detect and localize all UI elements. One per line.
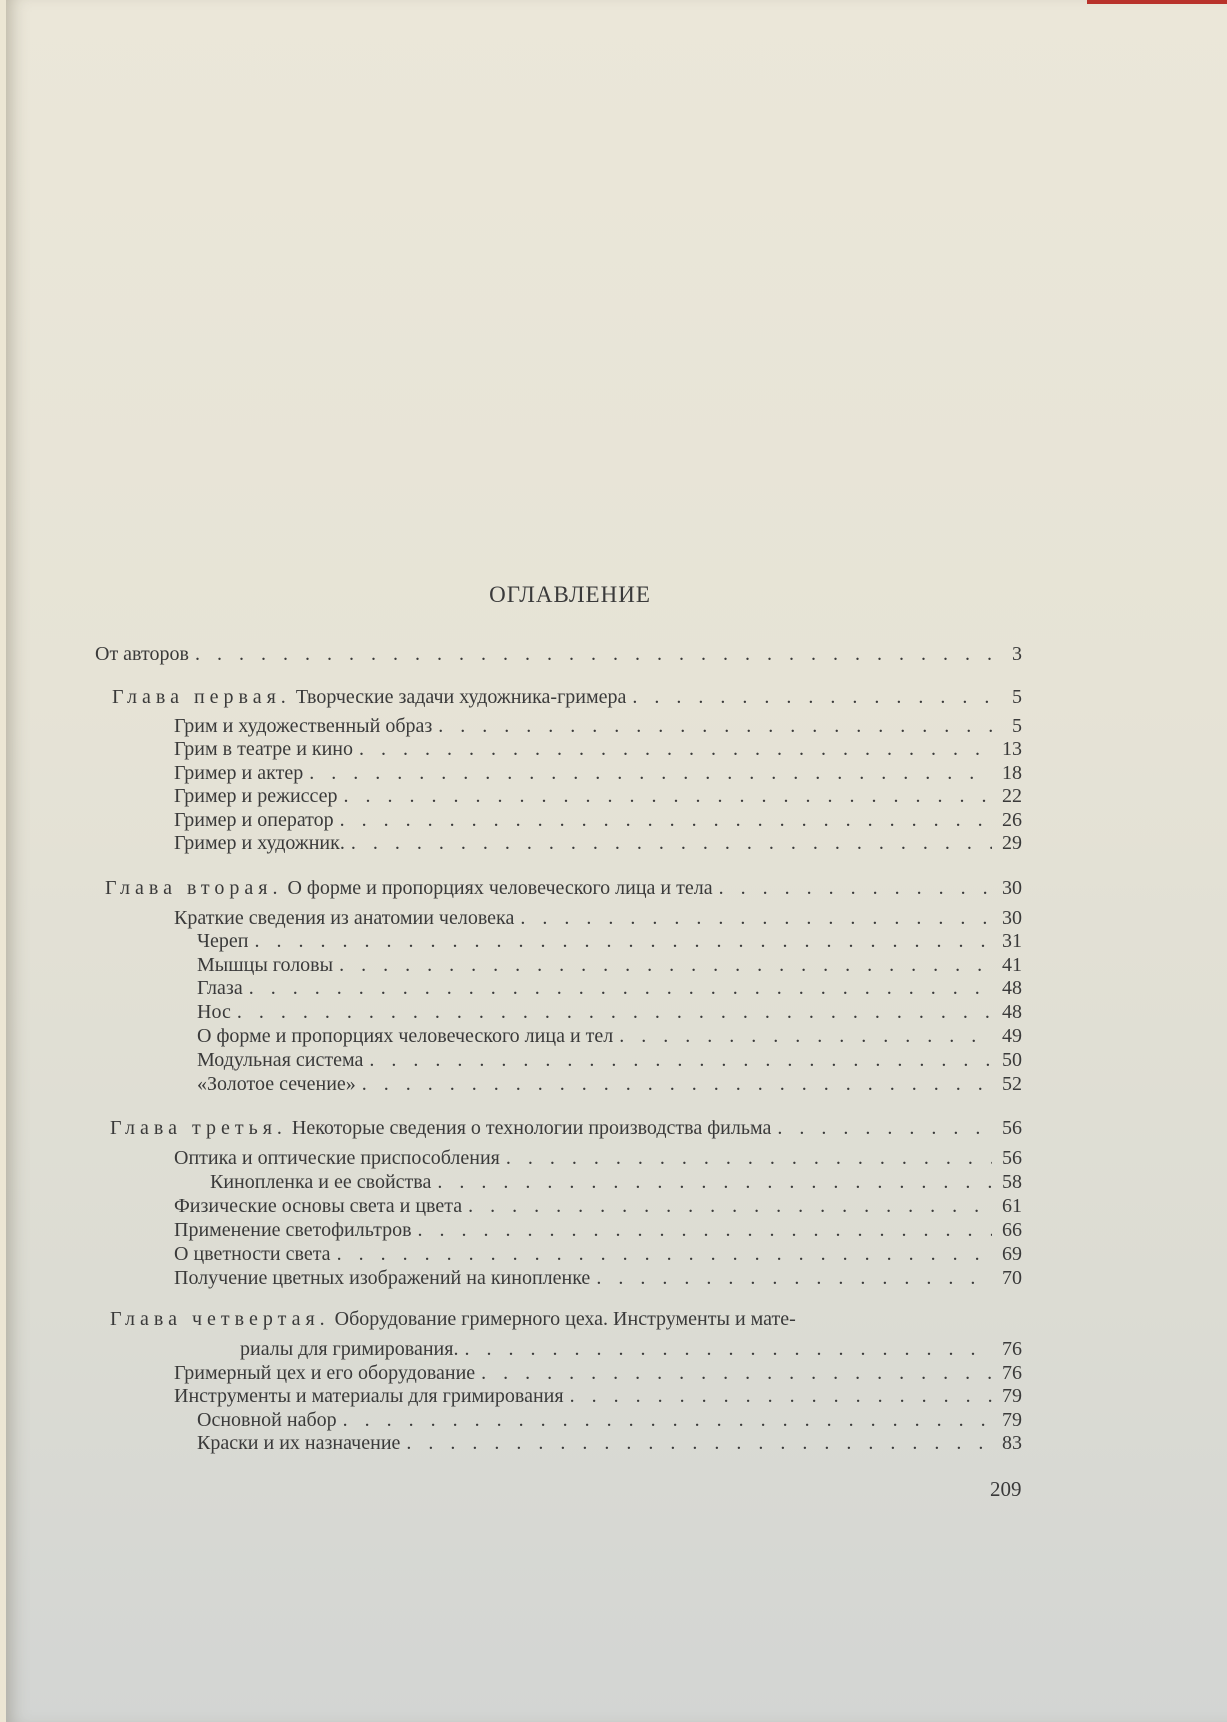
toc-entry-page: 76	[1002, 1362, 1022, 1384]
toc-entry-page: 52	[1002, 1073, 1022, 1095]
toc-entry	[197, 976, 1022, 1000]
toc-entry-title: О цветности света	[174, 1243, 331, 1265]
leader-dots	[590, 1266, 992, 1290]
toc-entry	[174, 784, 1022, 808]
toc-entry-title: Оптика и оптические приспособления	[174, 1147, 500, 1169]
toc-entry-page: 13	[1002, 738, 1022, 760]
toc-entry-title: Инструменты и материалы для гримирования	[174, 1385, 564, 1407]
leader-dots	[363, 1048, 992, 1072]
toc-entry	[95, 642, 1022, 666]
toc-entry-title: Применение светофильтров	[174, 1219, 412, 1241]
toc-entry	[174, 714, 1022, 738]
leader-dots	[356, 1072, 992, 1096]
leader-dots	[331, 1242, 992, 1266]
toc-entry	[174, 1146, 1022, 1170]
toc-entry-title: Гример и художник.	[174, 832, 345, 854]
toc-entry	[174, 737, 1022, 761]
toc-entry-page: 49	[1002, 1025, 1022, 1047]
leader-dots	[353, 737, 992, 761]
toc-chapter	[112, 685, 1022, 709]
toc-entry	[197, 1072, 1022, 1096]
toc-entry-page: 18	[1002, 762, 1022, 784]
toc-entry-page: 56	[1002, 1147, 1022, 1169]
leader-dots	[303, 761, 992, 785]
leader-dots	[243, 976, 992, 1000]
toc-entry-page: 61	[1002, 1195, 1022, 1217]
toc-entry-title: Глаза	[197, 977, 243, 999]
toc-entry-page: 5	[1012, 686, 1022, 708]
toc-entry-page: 83	[1002, 1432, 1022, 1454]
toc-entry	[197, 1431, 1022, 1455]
toc-entry-page: 66	[1002, 1219, 1022, 1241]
leader-dots	[458, 1337, 992, 1361]
leader-dots	[333, 953, 992, 977]
toc-entry-title: Грим в театре и кино	[174, 738, 354, 760]
toc-entry-page: 76	[1002, 1338, 1022, 1360]
toc-entry-page: 79	[1002, 1409, 1022, 1431]
toc-entry	[174, 1361, 1022, 1385]
toc-entry	[174, 1384, 1022, 1408]
toc-entry	[174, 1242, 1022, 1266]
leader-dots	[626, 685, 992, 709]
toc-entry-title: Грим и художественный образ	[174, 715, 433, 737]
toc-entry-page: 41	[1002, 954, 1022, 976]
leader-dots	[564, 1384, 992, 1408]
toc-entry-title: Гример и актер	[174, 762, 304, 784]
leader-dots	[514, 906, 992, 930]
toc-entry	[197, 1000, 1022, 1024]
toc-entry	[174, 761, 1022, 785]
toc-entry	[174, 1266, 1022, 1290]
leader-dots	[400, 1431, 992, 1455]
toc-entry-title: Основной набор	[197, 1409, 337, 1431]
toc-entry-page: 69	[1002, 1243, 1022, 1265]
leader-dots	[248, 929, 992, 953]
toc-entry-title: риалы для гримирования.	[240, 1338, 459, 1360]
toc-entry-title: Физические основы света и цвета	[174, 1195, 463, 1217]
toc-entry-title: Гример и режиссер	[174, 785, 338, 807]
leader-dots	[475, 1361, 992, 1385]
leader-dots	[613, 1024, 992, 1048]
toc-entry	[174, 808, 1022, 832]
toc-entry	[197, 1408, 1022, 1432]
toc-entry-title: Некоторые сведения о технологии производства фильма	[286, 1117, 772, 1139]
toc-entry	[174, 906, 1022, 930]
toc-entry-page: 48	[1002, 977, 1022, 999]
toc-entry	[197, 929, 1022, 953]
leader-dots	[431, 1170, 992, 1194]
chapter-label: Глава третья.	[110, 1117, 287, 1139]
toc-entry	[197, 1048, 1022, 1072]
page-number: 209	[990, 1477, 1022, 1501]
leader-dots	[432, 714, 992, 738]
toc-entry-page: 56	[1002, 1117, 1022, 1139]
toc-entry-page: 29	[1002, 832, 1022, 854]
toc-entry-page: 3	[1012, 643, 1022, 665]
toc-title: ОГЛАВЛЕНИЕ	[489, 582, 651, 607]
toc-entry-page: 50	[1002, 1049, 1022, 1071]
toc-entry-page: 30	[1002, 907, 1022, 929]
toc-entry	[240, 1337, 1022, 1361]
toc-entry-title: Нос	[197, 1001, 231, 1023]
toc-entry-title: Оборудование гримерного цеха. Инструменты и мате-	[329, 1308, 796, 1330]
toc-entry-title: Краски и их назначение	[197, 1432, 401, 1454]
chapter-label: Глава вторая.	[105, 877, 283, 899]
toc-entry-title: Творческие задачи художника-гримера	[290, 686, 627, 708]
toc-chapter	[110, 1307, 796, 1331]
toc-chapter	[105, 876, 1022, 900]
toc-entry-title: О форме и пропорциях человеческого лица и тела	[282, 877, 713, 899]
toc-entry-title: Получение цветных изображений на кинопленке	[174, 1267, 591, 1289]
toc-entry-page: 26	[1002, 809, 1022, 831]
toc-entry-page: 48	[1002, 1001, 1022, 1023]
toc-entry	[197, 1024, 1022, 1048]
toc-entry-page: 30	[1002, 877, 1022, 899]
leader-dots	[713, 876, 992, 900]
toc-entry-title: Кинопленка и ее свойства	[210, 1171, 432, 1193]
leader-dots	[345, 831, 992, 855]
leader-dots	[334, 808, 992, 832]
toc-entry	[174, 1194, 1022, 1218]
toc-entry-page: 79	[1002, 1385, 1022, 1407]
toc-entry-title: Гример и оператор	[174, 809, 334, 831]
toc-entry-title: Модульная система	[197, 1049, 364, 1071]
leader-dots	[338, 784, 992, 808]
toc-entry	[174, 1218, 1022, 1242]
toc-entry-title: Гримерный цех и его оборудование	[174, 1362, 476, 1384]
toc-entry-page: 58	[1002, 1171, 1022, 1193]
toc-entry-title: «Золотое сечение»	[197, 1073, 356, 1095]
leader-dots	[231, 1000, 992, 1024]
toc-entry	[210, 1170, 1022, 1194]
leader-dots	[500, 1146, 992, 1170]
toc-entry-page: 5	[1012, 715, 1022, 737]
toc-entry-page: 31	[1002, 930, 1022, 952]
toc-entry-title: О форме и пропорциях человеческого лица и тел	[197, 1025, 614, 1047]
leader-dots	[412, 1218, 992, 1242]
toc-entry	[197, 953, 1022, 977]
leader-dots	[337, 1408, 992, 1432]
toc-chapter	[110, 1116, 1022, 1140]
toc-entry-page: 22	[1002, 785, 1022, 807]
chapter-label: Глава первая.	[112, 686, 291, 708]
toc-entry-title: Краткие сведения из анатомии человека	[174, 907, 515, 929]
toc-entry-title: Череп	[197, 930, 249, 952]
chapter-label: Глава четвертая.	[110, 1308, 330, 1330]
leader-dots	[462, 1194, 992, 1218]
toc-entry-page: 70	[1002, 1267, 1022, 1289]
leader-dots	[771, 1116, 992, 1140]
toc-entry-title: Мышцы головы	[197, 954, 334, 976]
leader-dots	[189, 642, 992, 666]
toc-entry	[174, 831, 1022, 855]
toc-entry-title: От авторов	[95, 643, 189, 665]
